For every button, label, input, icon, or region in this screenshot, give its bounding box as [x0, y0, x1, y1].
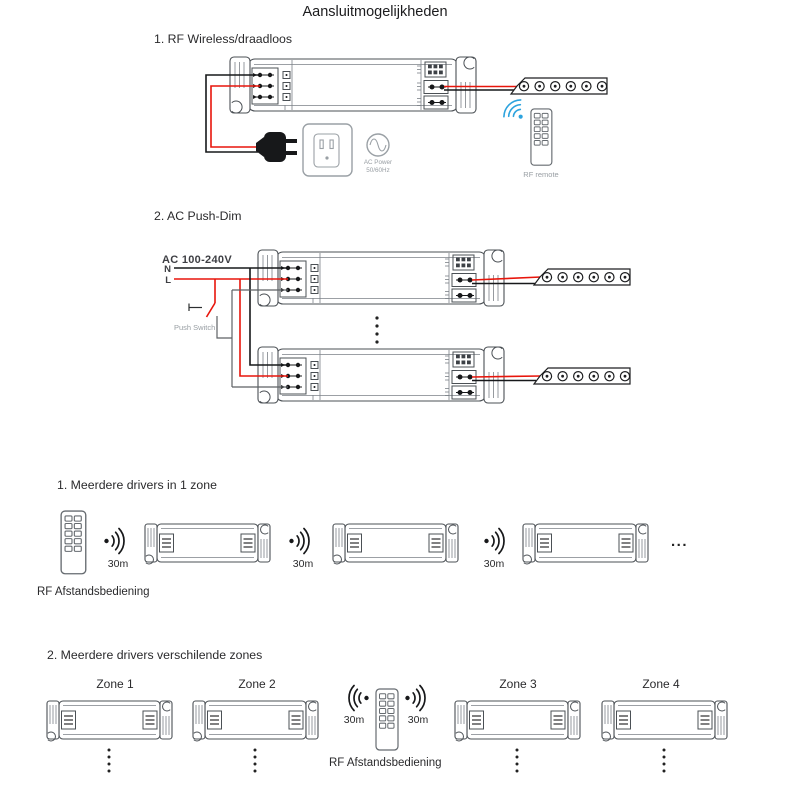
section-multi-zone-heading: 2. Meerdere drivers verschilende zones	[47, 648, 263, 662]
vertical-ellipsis	[375, 316, 378, 343]
neutral-label: N	[164, 264, 171, 275]
vertical-ellipsis	[516, 749, 519, 773]
rf-remote-label: RF Afstandsbediening	[329, 757, 442, 769]
distance-label: 30m	[292, 558, 314, 570]
rf-remote	[61, 511, 86, 574]
led-driver	[193, 701, 318, 741]
led-strip	[534, 269, 630, 285]
led-driver	[602, 701, 727, 741]
supply-voltage-label: AC 100-240V	[162, 254, 232, 266]
rf-remote	[531, 109, 552, 165]
led-driver	[523, 524, 648, 564]
push-switch-icon	[189, 279, 215, 317]
wireless-signal-icon	[289, 529, 309, 554]
section-rf-heading: 1. RF Wireless/draadloos	[154, 32, 293, 46]
power-plug-icon	[256, 132, 297, 162]
wire-push	[217, 316, 232, 338]
push-switch-label: Push Switch	[174, 323, 216, 332]
zone-label: Zone 4	[642, 677, 680, 691]
led-driver	[145, 524, 270, 564]
section-single-zone-heading: 1. Meerdere drivers in 1 zone	[57, 478, 217, 492]
vertical-ellipsis	[254, 749, 257, 773]
led-driver	[47, 701, 172, 741]
distance-label: 30m	[107, 558, 129, 570]
live-label: L	[165, 275, 171, 286]
ac-power-icon	[367, 134, 389, 156]
zone-label: Zone 3	[499, 677, 537, 691]
zone-label: Zone 2	[238, 677, 276, 691]
wireless-signal-icon	[484, 529, 504, 554]
vertical-ellipsis	[108, 749, 111, 773]
wireless-signal-icon	[405, 686, 425, 711]
led-driver	[333, 524, 458, 564]
wireless-signal-icon	[104, 529, 124, 554]
page-title: Aansluitmogelijkheden	[302, 4, 448, 20]
distance-label: 30m	[343, 714, 365, 726]
led-driver	[258, 347, 504, 403]
zone-label: Zone 1	[96, 677, 134, 691]
rf-remote-label: RF Afstandsbediening	[37, 586, 150, 598]
wireless-signal-icon	[501, 97, 531, 127]
rf-remote-label: RF remote	[523, 170, 559, 179]
led-driver	[230, 57, 476, 113]
ac-power-label-line1: AC Power	[363, 159, 393, 166]
distance-label: 30m	[407, 714, 429, 726]
vertical-ellipsis	[663, 749, 666, 773]
ac-power-label-line2: 50/60Hz	[366, 167, 390, 174]
led-strip	[511, 78, 607, 94]
led-driver	[258, 250, 504, 306]
led-driver	[455, 701, 580, 741]
rf-remote	[376, 689, 398, 750]
section-push-dim-heading: 2. AC Push-Dim	[154, 209, 242, 223]
distance-label: 30m	[483, 558, 505, 570]
led-strip	[534, 368, 630, 384]
wireless-signal-icon	[349, 686, 369, 711]
wire-live	[472, 376, 541, 377]
ac-outlet-icon	[303, 124, 352, 176]
horizontal-ellipsis: ...	[671, 533, 689, 550]
